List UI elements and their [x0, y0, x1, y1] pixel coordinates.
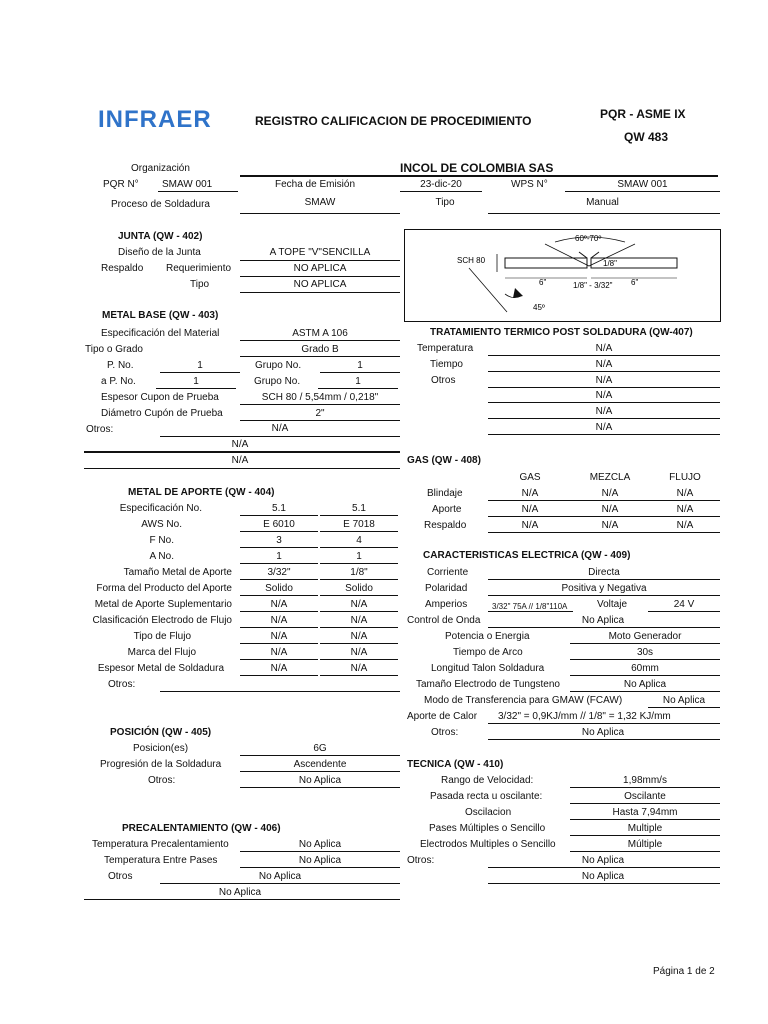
- aporte-row-v1: N/A: [270, 631, 288, 642]
- divider: [320, 595, 398, 596]
- diametro-label: Diámetro Cupón de Prueba: [101, 408, 223, 419]
- divider: [240, 611, 318, 612]
- diseno-label: Diseño de la Junta: [118, 247, 201, 258]
- org-label: Organización: [131, 163, 190, 174]
- diagram-dim1: 6": [539, 278, 547, 287]
- divider: [156, 388, 236, 389]
- corriente-value: Directa: [588, 567, 620, 578]
- posiciones-label: Posicion(es): [133, 743, 189, 754]
- posicion-heading: POSICIÓN (QW - 405): [110, 727, 212, 738]
- tipo-grado-value: Grado B: [301, 344, 339, 355]
- posiciones-value: 6G: [313, 743, 327, 754]
- diagram-angle: 60º-70º: [575, 234, 602, 243]
- divider: [570, 675, 720, 676]
- tt-temp-label: Temperatura: [417, 343, 474, 354]
- amperios-value: 3/32" 75A // 1/8"110A: [492, 602, 568, 611]
- aporte-row-label: Metal de Aporte Suplementario: [94, 599, 232, 610]
- divider: [488, 371, 720, 372]
- divider: [240, 213, 400, 214]
- position-arrowhead: [513, 288, 523, 298]
- junta-tipo-label: Tipo: [190, 279, 210, 290]
- joint-diagram: [404, 229, 721, 322]
- divider: [318, 388, 398, 389]
- divider: [240, 420, 400, 421]
- tungsteno-label: Tamaño Electrodo de Tungsteno: [416, 679, 560, 690]
- document-code: PQR - ASME IX: [600, 107, 686, 121]
- tecnica-otros-label: Otros:: [407, 855, 435, 866]
- espec-material-label: Especificación del Material: [101, 328, 220, 339]
- bevel-left: [579, 252, 587, 258]
- aporte-row-v1: N/A: [270, 599, 288, 610]
- calor-value: 3/32" = 0,9KJ/mm // 1/8" = 1,32 KJ/mm: [498, 711, 671, 722]
- divider: [570, 819, 720, 820]
- aporte-row-label: Forma del Producto del Aporte: [96, 583, 232, 594]
- modo-value: No Aplica: [662, 695, 706, 706]
- grupo2-value: 1: [355, 376, 361, 387]
- divider: [240, 579, 318, 580]
- divider: [240, 340, 400, 341]
- polaridad-value: Positiva y Negativa: [561, 583, 647, 594]
- divider: [84, 451, 400, 453]
- aporte-row-v2: 5.1: [352, 503, 366, 514]
- divider: [320, 531, 398, 532]
- polaridad-label: Polaridad: [425, 583, 468, 594]
- proceso-value: SMAW: [304, 197, 336, 208]
- metal-base-otros-value2: N/A: [231, 439, 249, 450]
- pasada-label: Pasada recta u oscilante:: [430, 791, 543, 802]
- tratamiento-heading: TRATAMIENTO TERMICO POST SOLDADURA (QW-407): [430, 327, 693, 338]
- divider: [320, 659, 398, 660]
- aporte-row-v1: 3/32": [267, 567, 291, 578]
- wps-value: SMAW 001: [617, 179, 668, 190]
- diseno-value: A TOPE "V"SENCILLA: [269, 247, 371, 258]
- gas-col-flujo: FLUJO: [669, 472, 701, 483]
- electrodos-label: Electrodos Multiples o Sencillo: [420, 839, 556, 850]
- aporte-row-v2: E 7018: [343, 519, 375, 530]
- divider: [84, 468, 400, 469]
- tecnica-otros-value: No Aplica: [581, 855, 625, 866]
- tiempo-arco-label: Tiempo de Arco: [453, 647, 523, 658]
- potencia-value: Moto Generador: [608, 631, 682, 642]
- oscilacion-value: Hasta 7,94mm: [612, 807, 678, 818]
- diagram-sch: SCH 80: [457, 256, 486, 265]
- longitud-label: Longitud Talon Soldadura: [431, 663, 545, 674]
- fecha-value: 23-dic-20: [420, 179, 462, 190]
- divider: [488, 627, 720, 628]
- tt-tiempo-value: N/A: [595, 359, 613, 370]
- progresion-value: Ascendente: [293, 759, 347, 770]
- divider: [570, 659, 720, 660]
- divider: [240, 175, 718, 177]
- divider: [488, 500, 720, 501]
- aporte-row-v1: E 6010: [263, 519, 295, 530]
- metal-base-otros-value: N/A: [271, 423, 289, 434]
- divider: [320, 563, 398, 564]
- divider: [240, 292, 400, 293]
- divider: [565, 191, 720, 192]
- gas-row-label: Blindaje: [427, 488, 463, 499]
- divider: [160, 372, 240, 373]
- gas-row-flujo: N/A: [676, 488, 694, 499]
- pno-value: 1: [197, 360, 203, 371]
- metal-base-heading: METAL BASE (QW - 403): [102, 310, 219, 321]
- divider: [488, 516, 720, 517]
- aporte-row-label: A No.: [149, 551, 174, 562]
- divider: [160, 883, 400, 884]
- divider: [240, 595, 318, 596]
- grupo-value: 1: [357, 360, 363, 371]
- divider: [488, 532, 720, 533]
- divider: [570, 803, 720, 804]
- divider: [160, 436, 400, 437]
- divider: [160, 691, 400, 692]
- plate-left: [505, 258, 587, 268]
- divider: [570, 691, 720, 692]
- divider: [570, 851, 720, 852]
- diagram-face: 1/8" - 3/32": [573, 281, 613, 290]
- divider: [570, 787, 720, 788]
- pasada-value: Oscilante: [624, 791, 666, 802]
- tipo-label: Tipo: [435, 197, 455, 208]
- aporte-row-v1: 3: [276, 535, 282, 546]
- voltaje-label: Voltaje: [596, 599, 628, 610]
- divider: [320, 515, 398, 516]
- divider: [240, 356, 400, 357]
- divider: [400, 191, 482, 192]
- electricas-heading: CARACTERISTICAS ELECTRICA (QW - 409): [423, 550, 631, 561]
- pre-entre-value: No Aplica: [298, 855, 342, 866]
- tipo-value: Manual: [586, 197, 619, 208]
- divider: [240, 260, 400, 261]
- document-code-qw: QW 483: [624, 130, 669, 144]
- aporte-row-label: AWS No.: [141, 519, 182, 530]
- gas-row-gas: N/A: [521, 488, 539, 499]
- control-label: Control de Onda: [407, 615, 481, 626]
- aporte-row-v1: N/A: [270, 615, 288, 626]
- aporte-row-label: Especificación No.: [119, 503, 202, 514]
- espesor-value: SCH 80 / 5,54mm / 0,218": [261, 392, 379, 403]
- divider: [570, 835, 720, 836]
- electricas-otros-label: Otros:: [431, 727, 459, 738]
- aporte-row-label: Marca del Flujo: [127, 647, 196, 658]
- gas-row-gas: N/A: [521, 520, 539, 531]
- tipo-grado-label: Tipo o Grado: [85, 344, 143, 355]
- aporte-row-v2: 1/8": [350, 567, 368, 578]
- tt-tiempo-label: Tiempo: [430, 359, 463, 370]
- amperios-label: Amperios: [425, 599, 468, 610]
- divider: [240, 755, 400, 756]
- aporte-row-label: Tamaño Metal de Aporte: [123, 567, 232, 578]
- divider: [488, 739, 720, 740]
- requerimiento-value: NO APLICA: [293, 263, 347, 274]
- divider: [648, 707, 720, 708]
- tungsteno-value: No Aplica: [623, 679, 667, 690]
- divider: [240, 276, 400, 277]
- electrodos-value: Múltiple: [627, 839, 663, 850]
- aporte-row-v1: 5.1: [272, 503, 286, 514]
- divider: [488, 723, 720, 724]
- metal-base-otros-value3: N/A: [231, 455, 249, 466]
- divider: [320, 372, 400, 373]
- divider: [240, 867, 400, 868]
- rango-label: Rango de Velocidad:: [441, 775, 534, 786]
- apno-label: a P. No.: [101, 376, 136, 387]
- progresion-label: Progresión de la Soldadura: [100, 759, 222, 770]
- grupo-label: Grupo No.: [255, 360, 302, 371]
- corriente-label: Corriente: [427, 567, 469, 578]
- aporte-row-label: Clasificación Electrodo de Flujo: [92, 615, 232, 626]
- diagram-root-gap: 1/8": [603, 259, 617, 268]
- divider: [320, 675, 398, 676]
- pre-otros-value2: No Aplica: [218, 887, 262, 898]
- divider: [488, 611, 573, 612]
- document-title: REGISTRO CALIFICACION DE PROCEDIMIENTO: [255, 114, 532, 128]
- potencia-label: Potencia o Energia: [445, 631, 530, 642]
- tiempo-arco-value: 30s: [636, 647, 654, 658]
- requerimiento-label: Requerimiento: [166, 263, 232, 274]
- espec-material-value: ASTM A 106: [292, 328, 348, 339]
- pqr-label: PQR N°: [103, 179, 139, 190]
- divider: [240, 547, 318, 548]
- divider: [488, 418, 720, 419]
- aporte-otros-label: Otros:: [108, 679, 136, 690]
- precalentamiento-heading: PRECALENTAMIENTO (QW - 406): [122, 823, 281, 834]
- voltaje-value: 24 V: [673, 599, 695, 610]
- aporte-row-label: F No.: [149, 535, 174, 546]
- tt-otros-label: Otros: [431, 375, 456, 386]
- pqr-value: SMAW 001: [162, 179, 213, 190]
- gas-col-mezcla: MEZCLA: [589, 472, 631, 483]
- aporte-row-v2: 4: [356, 535, 362, 546]
- joint-drawing: [405, 230, 720, 321]
- pno-label: P. No.: [107, 360, 134, 371]
- grupo2-label: Grupo No.: [254, 376, 301, 387]
- divider: [320, 627, 398, 628]
- bevel-right: [591, 252, 599, 258]
- divider: [84, 899, 400, 900]
- gas-row-label: Respaldo: [424, 520, 467, 531]
- diagram-pos: 45º: [533, 303, 545, 312]
- aporte-row-v2: N/A: [350, 631, 368, 642]
- fecha-label: Fecha de Emisión: [274, 179, 356, 190]
- org-value: INCOL DE COLOMBIA SAS: [400, 161, 554, 175]
- divider: [320, 547, 398, 548]
- position-line: [469, 268, 507, 312]
- divider: [488, 387, 720, 388]
- wps-label: WPS N°: [511, 179, 548, 190]
- divider: [488, 355, 720, 356]
- divider: [488, 883, 720, 884]
- proceso-label: Proceso de Soldadura: [111, 199, 210, 210]
- divider: [240, 531, 318, 532]
- tt-extra2: N/A: [595, 406, 613, 417]
- divider: [488, 434, 720, 435]
- longitud-value: 60mm: [631, 663, 659, 674]
- divider: [488, 402, 720, 403]
- aporte-row-v1: Solido: [265, 583, 293, 594]
- rango-value: 1,98mm/s: [623, 775, 667, 786]
- gas-col-gas: GAS: [519, 472, 541, 483]
- divider: [648, 611, 720, 612]
- gas-row-gas: N/A: [521, 504, 539, 515]
- aporte-row-v2: Solido: [345, 583, 373, 594]
- aporte-row-v2: 1: [356, 551, 362, 562]
- apno-value: 1: [193, 376, 199, 387]
- respaldo-label: Respaldo: [101, 263, 144, 274]
- tecnica-heading: TECNICA (QW - 410): [407, 759, 504, 770]
- posicion-otros-value: No Aplica: [298, 775, 342, 786]
- divider: [570, 643, 720, 644]
- pre-temp-value: No Aplica: [298, 839, 342, 850]
- aporte-row-v1: N/A: [270, 663, 288, 674]
- aporte-row-v2: N/A: [350, 615, 368, 626]
- tt-extra1: N/A: [595, 390, 613, 401]
- divider: [320, 611, 398, 612]
- divider: [240, 851, 400, 852]
- divider: [320, 579, 398, 580]
- aporte-row-label: Espesor Metal de Soldadura: [97, 663, 224, 674]
- aporte-row-v2: N/A: [350, 663, 368, 674]
- aporte-row-label: Tipo de Flujo: [133, 631, 191, 642]
- divider: [240, 771, 400, 772]
- metal-base-otros-label: Otros:: [86, 424, 114, 435]
- divider: [320, 643, 398, 644]
- divider: [240, 787, 400, 788]
- divider: [240, 643, 318, 644]
- gas-row-flujo: N/A: [676, 520, 694, 531]
- gas-row-mezcla: N/A: [601, 488, 619, 499]
- divider: [240, 515, 318, 516]
- gas-row-mezcla: N/A: [601, 504, 619, 515]
- junta-tipo-value: NO APLICA: [293, 279, 347, 290]
- modo-label: Modo de Transferencia para GMAW (FCAW): [424, 695, 623, 706]
- gas-heading: GAS (QW - 408): [407, 455, 481, 466]
- metal-aporte-heading: METAL DE APORTE (QW - 404): [128, 487, 275, 498]
- company-logo: INFRAER: [98, 106, 212, 133]
- angle-lines: [545, 244, 635, 266]
- divider: [488, 579, 720, 580]
- tt-extra3: N/A: [595, 422, 613, 433]
- oscilacion-label: Oscilacion: [465, 807, 512, 818]
- junta-heading: JUNTA (QW - 402): [118, 231, 203, 242]
- espesor-label: Espesor Cupon de Prueba: [101, 392, 219, 403]
- pre-otros-value: No Aplica: [258, 871, 302, 882]
- divider: [158, 191, 238, 192]
- page-number: Página 1 de 2: [653, 966, 715, 977]
- calor-label: Aporte de Calor: [407, 711, 478, 722]
- divider: [240, 404, 400, 405]
- diagram-dim2: 6": [631, 278, 639, 287]
- posicion-otros-label: Otros:: [148, 775, 176, 786]
- tt-otros-value: N/A: [595, 375, 613, 386]
- pases-value: Multiple: [627, 823, 663, 834]
- pre-entre-label: Temperatura Entre Pases: [104, 855, 218, 866]
- tt-temp-value: N/A: [595, 343, 613, 354]
- pases-label: Pases Múltiples o Sencillo: [429, 823, 546, 834]
- divider: [488, 867, 720, 868]
- gas-row-mezcla: N/A: [601, 520, 619, 531]
- electricas-otros-value: No Aplica: [581, 727, 625, 738]
- divider: [488, 213, 720, 214]
- diametro-value: 2": [315, 408, 325, 419]
- gas-row-flujo: N/A: [676, 504, 694, 515]
- pre-otros-label: Otros: [108, 871, 133, 882]
- divider: [240, 563, 318, 564]
- gas-row-label: Aporte: [432, 504, 462, 515]
- aporte-row-v1: N/A: [270, 647, 288, 658]
- control-value: No Aplica: [581, 615, 625, 626]
- divider: [240, 659, 318, 660]
- tecnica-otros-value2: No Aplica: [581, 871, 625, 882]
- aporte-row-v2: N/A: [350, 599, 368, 610]
- aporte-row-v1: 1: [276, 551, 282, 562]
- divider: [240, 675, 318, 676]
- pre-temp-label: Temperatura Precalentamiento: [92, 839, 229, 850]
- divider: [240, 627, 318, 628]
- aporte-row-v2: N/A: [350, 647, 368, 658]
- divider: [488, 595, 720, 596]
